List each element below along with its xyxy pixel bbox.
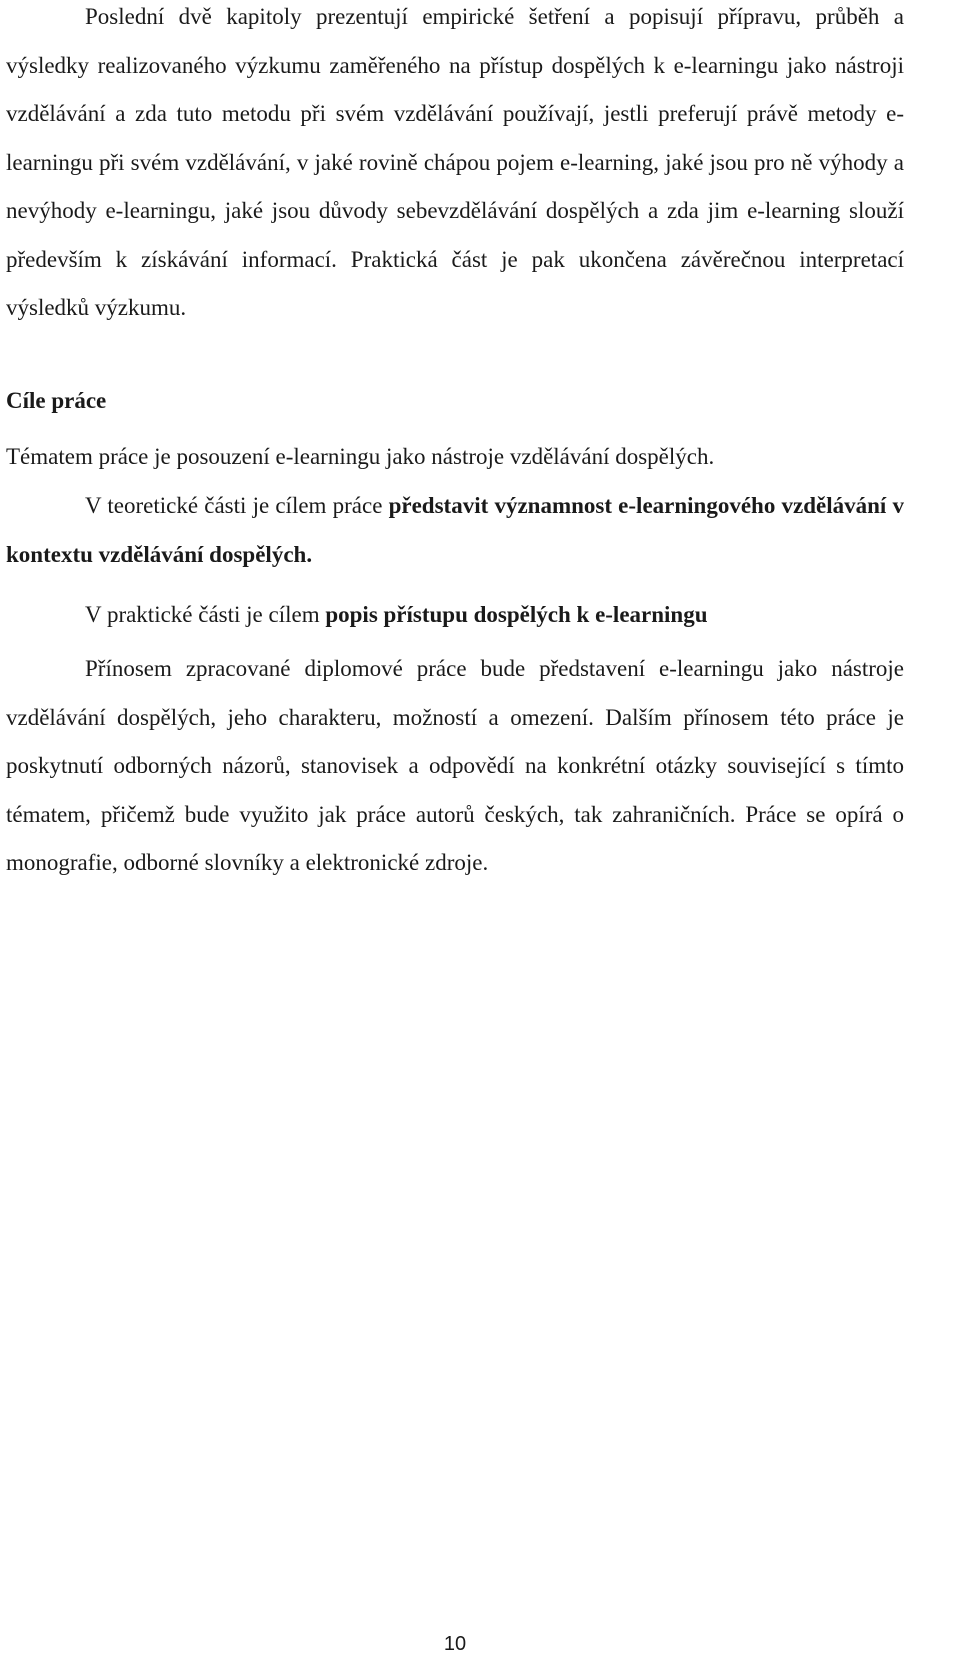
intro-paragraph: Poslední dvě kapitoly prezentují empirické šetření a popisují přípravu, průběh a výsledky realizovaného výzkumu zaměřeného na přístup dospělých k e-learningu jako nástroji vzdělávání a zda tuto metodu při svém vzdělávání používají, jestli preferují právě metody e-learningu při svém vzdělávání, v jaké rovině chápou pojem e-learning, jaké jsou pro ně výhody a nevýhody e-learningu, jaké jsou důvody sebevzdělávání dospělých a zda jim e-learning slouží především k získávání informací. Praktická část je pak ukončena závěrečnou interpretací výsledků výzkumu. [6, 4, 904, 320]
practice-paragraph [6, 591, 904, 640]
practice-bold-text: popis přístupu dospělých k e-learningu [325, 602, 708, 627]
practice-text: V praktické části je cílem [85, 602, 326, 627]
page-number: 10 [443, 1633, 467, 1655]
theory-text: V teoretické části je cílem práce [85, 493, 389, 518]
theory-paragraph [6, 482, 904, 579]
benefit-paragraph: Přínosem zpracované diplomové práce bude představení e-learningu jako nástroje vzdělávání dospělých, jeho charakteru, možností a omezení. Dalším přínosem této práce je poskytnutí odborných názorů, stanovisek a odpovědí na konkrétní otázky související s tímto tématem, přičemž bude využito jak práce autorů českých, tak zahraničních. Práce se opírá o monografie, odborné slovníky a elektronické zdroje. [6, 656, 904, 875]
topic-paragraph: Tématem práce je posouzení e-learningu jako nástroje vzdělávání dospělých. [6, 444, 715, 469]
section-heading-goals: Cíle práce [6, 388, 107, 413]
theory-bold-text: představit významnost e-learningového vzdělávání v kontextu vzdělávání dospělých. [6, 493, 904, 567]
